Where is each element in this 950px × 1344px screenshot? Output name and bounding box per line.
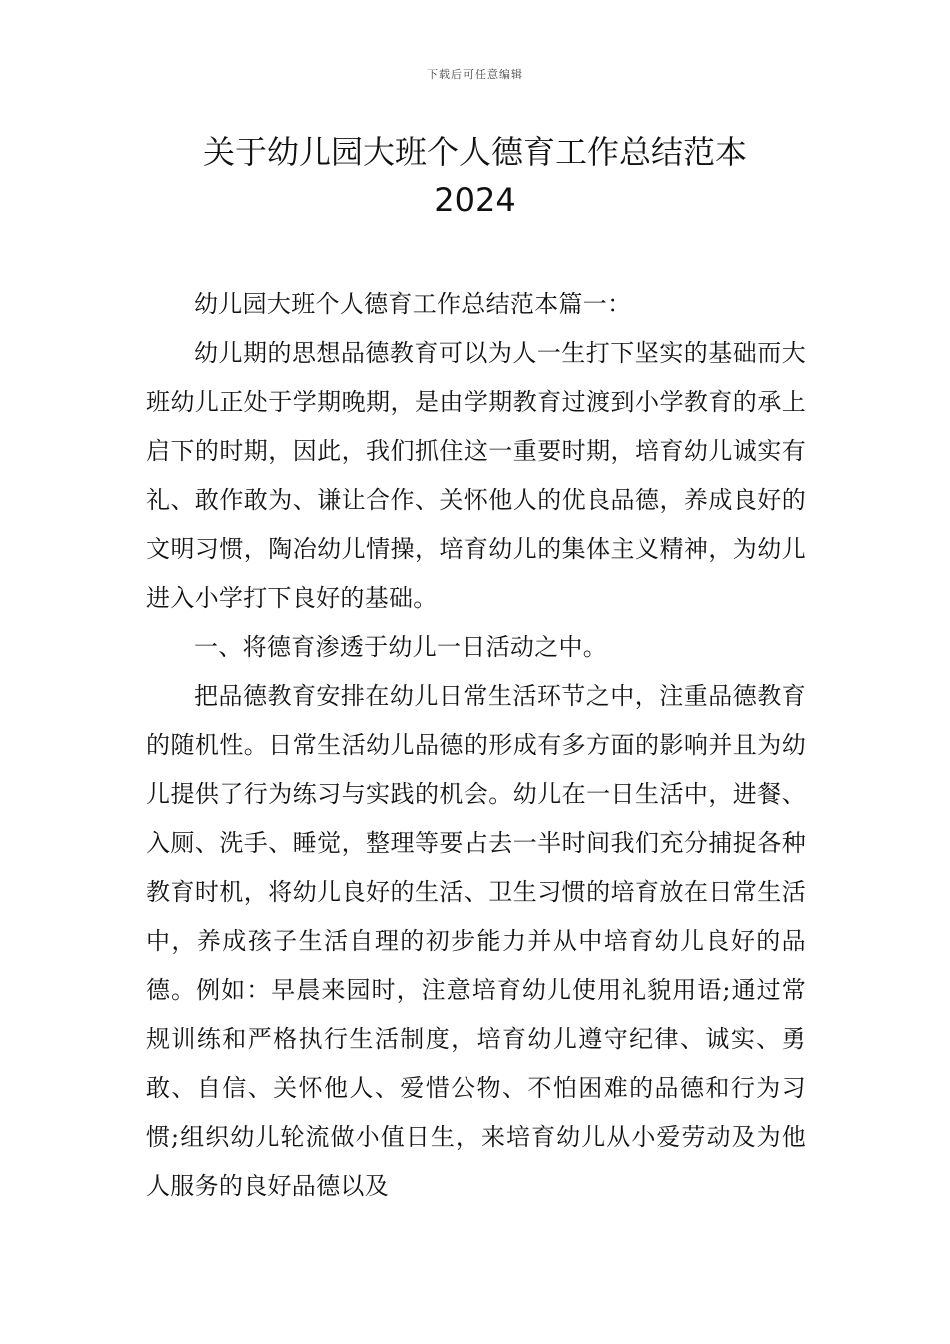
document-title-line-1: 关于幼儿园大班个人德育工作总结范本 <box>202 133 747 171</box>
header-note: 下载后可任意编辑 <box>427 68 523 81</box>
body-paragraph: 把品德教育安排在幼儿日常生活环节之中，注重品德教育的随机性。日常生活幼儿品德的形成有多方面的影响并且为幼儿提供了行为练习与实践的机会。幼儿在一日生活中，进餐、入厕、洗手、睡觉，整理等要占去一半时间我们充分捕捉各种教育时机，将幼儿良好的生活、卫生习惯的培育放在日常生活中，养成孩子生活自理的初步能力并从中培育幼儿良好的品德。例如：早晨来园时，注意培育幼儿使用礼貌用语;通过常规训练和严格执行生活制度，培育幼儿遵守纪律、诚实、勇敢、自信、关怀他人、爱惜公物、不怕困难的品德和行为习惯;组织幼儿轮流做小值日生，来培育幼儿从小爱劳动及为他人服务的良好品德以及 <box>146 682 806 1200</box>
section-heading: 幼儿园大班个人德育工作总结范本篇一： <box>194 290 632 318</box>
document-title-line-2: 2024 <box>434 181 516 219</box>
subsection-heading: 一、将德育渗透于幼儿一日活动之中。 <box>194 633 608 661</box>
document-body <box>146 280 806 1211</box>
document-title <box>0 128 950 224</box>
body-paragraph: 幼儿期的思想品德教育可以为人一生打下坚实的基础而大班幼儿正处于学期晚期，是由学期教育过渡到小学教育的承上启下的时期，因此，我们抓住这一重要时期，培育幼儿诚实有礼、敢作敢为、谦让合作、关怀他人的优良品德，养成良好的文明习惯，陶冶幼儿情操，培育幼儿的集体主义精神，为幼儿进入小学打下良好的基础。 <box>146 339 806 612</box>
